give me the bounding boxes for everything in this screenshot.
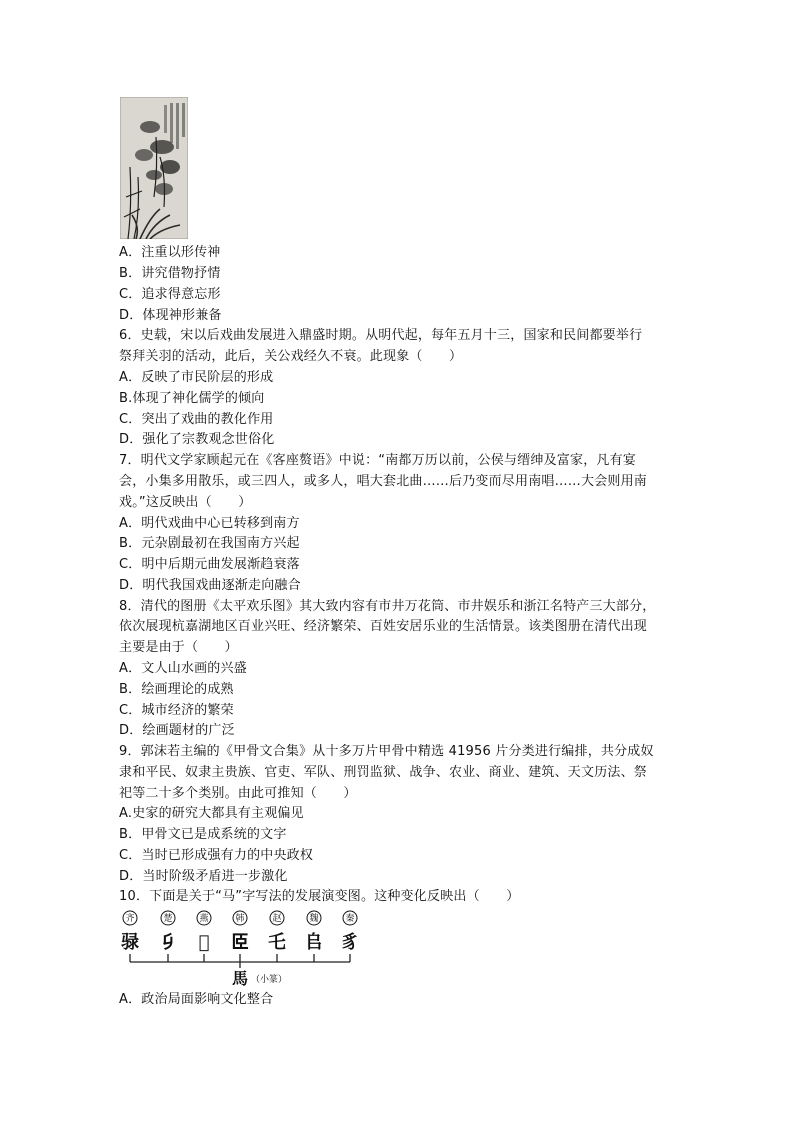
q5-option-a: A．注重以形传神 xyxy=(119,245,221,260)
q7-stem-line-1: 7．明代文学家顾起元在《客座赘语》中说：“南都万历以前，公侯与缙绅及富家，凡有宴 xyxy=(119,453,637,468)
state-glyph-4: 乇 xyxy=(268,932,286,953)
state-glyph-5: 𠂤 xyxy=(305,932,323,953)
state-label-2: 燕 xyxy=(199,914,209,924)
q10-option-a: A．政治局面影响文化整合 xyxy=(119,992,274,1007)
q8-stem-line-2: 依次展现杭嘉湖地区百业兴旺、经济繁荣、百姓安居乐业的生活情景。该类图册在清代出现 xyxy=(119,619,648,634)
ink-painting-art xyxy=(120,97,188,239)
q6-stem-line-1: 6．史载，宋以后戏曲发展进入鼎盛时期。从明代起，每年五月十三，国家和民间都要举行 xyxy=(119,328,643,343)
q7-stem-line-3: 戏。”这反映出（ ） xyxy=(119,495,252,510)
q9-option-b: B．甲骨文已是成系统的文字 xyxy=(119,827,287,842)
q9-stem-line-1: 9．郭沫若主编的《甲骨文合集》从十多万片甲骨中精选 41956 片分类进行编排，共分成奴 xyxy=(119,744,654,759)
q9-option-c: C．当时已形成强有力的中央政权 xyxy=(119,848,314,863)
q6-option-c: C．突出了戏曲的教化作用 xyxy=(119,412,274,427)
q7-option-c: C．明中后期元曲发展渐趋衰落 xyxy=(119,557,300,572)
q8-option-c: C．城市经济的繁荣 xyxy=(119,703,234,718)
evolution-diagram-svg xyxy=(118,908,363,988)
q6-stem-line-2: 祭拜关羽的活动，此后，关公戏经久不衰。此现象（ ） xyxy=(119,349,463,364)
q7-option-a: A．明代戏曲中心已转移到南方 xyxy=(119,516,300,531)
state-glyph-2: 𠃧 xyxy=(198,932,210,953)
state-label-1: 楚 xyxy=(163,914,173,924)
q8-option-b: B．绘画理论的成熟 xyxy=(119,682,234,697)
state-glyph-1: 𠂎 xyxy=(159,932,177,953)
q8-option-a: A．文人山水画的兴盛 xyxy=(119,661,247,676)
state-label-0: 齐 xyxy=(125,914,135,924)
q9-stem-line-2: 隶和平民、奴隶主贵族、官吏、军队、刑罚监狱、战争、农业、商业、建筑、天文历法、祭 xyxy=(119,765,648,780)
state-label-6: 秦 xyxy=(345,914,355,924)
q10-stem-line-1: 10．下面是关于“马”字写法的发展演变图。这种变化反映出（ ） xyxy=(119,889,520,904)
state-glyph-3: 𦣞 xyxy=(231,932,249,953)
small-seal-label: （小篆） xyxy=(250,975,288,985)
q5-option-b: B．讲究借物抒情 xyxy=(119,266,221,281)
q6-option-d: D．强化了宗教观念世俗化 xyxy=(119,432,275,447)
small-seal-glyph: 馬 xyxy=(231,969,249,988)
state-label-3: 韩 xyxy=(235,914,245,924)
q8-stem-line-1: 8．清代的图册《太平欢乐图》其大致内容有市井万花筒、市井娱乐和浙江名特产三大部分， xyxy=(119,599,656,614)
state-label-5: 魏 xyxy=(309,914,319,924)
ink-painting-image xyxy=(120,97,188,239)
state-glyph-0: 𫘧 xyxy=(121,932,139,953)
ma-character-evolution-diagram xyxy=(118,908,363,988)
q9-option-d: D．当时阶级矛盾进一步激化 xyxy=(119,869,288,884)
q6-option-b: B.体现了神化儒学的倾向 xyxy=(119,391,265,406)
q8-option-d: D．绘画题材的广泛 xyxy=(119,723,235,738)
q7-option-d: D．明代我国戏曲逐渐走向融合 xyxy=(119,578,301,593)
q6-option-a: A．反映了市民阶层的形成 xyxy=(119,370,274,385)
q9-stem-line-3: 祀等二十多个类别。由此可推知（ ） xyxy=(119,786,357,801)
q7-option-b: B．元杂剧最初在我国南方兴起 xyxy=(119,536,300,551)
q5-option-c: C．追求得意忘形 xyxy=(119,287,221,302)
state-glyph-6: 豸 xyxy=(341,932,359,953)
q7-stem-line-2: 会，小集多用散乐，或三四人，或多人，唱大套北曲……后乃变而尽用南唱……大会则用南 xyxy=(119,474,648,489)
q8-stem-line-3: 主要是由于（ ） xyxy=(119,640,238,655)
state-label-4: 赵 xyxy=(272,914,282,924)
q5-option-d: D．体现神形兼备 xyxy=(119,308,222,323)
q9-option-a: A.史家的研究大都具有主观偏见 xyxy=(119,806,304,821)
